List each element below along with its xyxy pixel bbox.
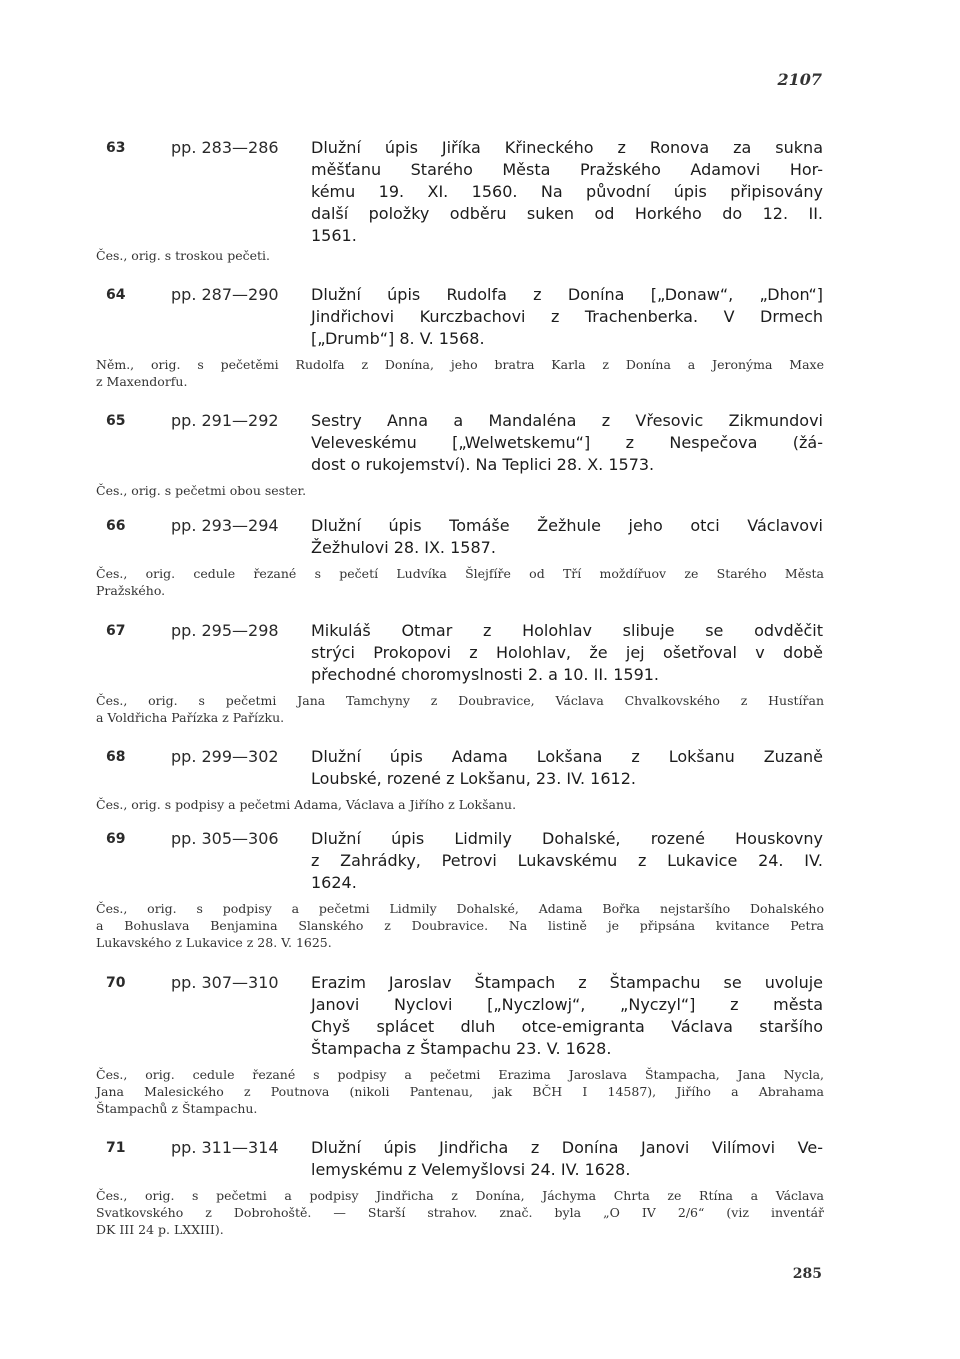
entry-note-line: z Maxendorfu. [96, 374, 188, 389]
entry-description-line: Mikuláš Otmar z Holohlav slibuje se odvděčit [311, 621, 823, 640]
entry-description-line: přechodné choromyslnosti 2. a 10. II. 1591. [311, 665, 660, 684]
entry-number: 67 [106, 623, 126, 639]
entry-description-line: Jindřichovi Kurczbachovi z Trachenberka. V Drmech [311, 307, 823, 326]
entry-number: 65 [106, 413, 126, 429]
entry-description-line: Veleveskému [„Welwetskemu“] z Nespečova (žá- [311, 433, 823, 452]
entry-description [311, 746, 823, 790]
entry-note-line: Čes., orig. cedule řezané s podpisy a pečetmi Erazima Jaroslava Štampacha, Jana Nycla, [96, 1067, 824, 1082]
entry-description-line: strýci Prokopovi z Holohlav, že jej ošetřoval v době [311, 643, 823, 662]
entry-pages: pp. 305—306 [171, 829, 279, 848]
entry-note-line: Svatkovského z Dobrohoště. — Starší strahov. znač. byla „O IV 2/6“ (viz inventář [96, 1205, 824, 1220]
entry-description-line: [„Drumb“] 8. V. 1568. [311, 329, 485, 348]
entry-description-line: Dlužní úpis Tomáše Žežhule jeho otci Václavovi [311, 516, 823, 535]
page-number-top: 2107 [777, 70, 822, 89]
entry-description [311, 515, 823, 559]
entry-description-line: Loubské, rozené z Lokšanu, 23. IV. 1612. [311, 769, 636, 788]
entry-description-line: 1561. [311, 226, 357, 245]
entry-number: 63 [106, 140, 126, 156]
entry-note [96, 565, 824, 599]
entry-pages: pp. 295—298 [171, 621, 279, 640]
entry-description [311, 828, 823, 894]
entry-description-line: Chyš splácet dluh otce-emigranta Václava staršího [311, 1017, 823, 1036]
entry-description-line: Dlužní úpis Adama Lokšana z Lokšanu Zuzaně [311, 747, 823, 766]
entry-note-line: a Bohuslava Benjamina Slanského z Doubravice. Na listině je připsána kvitance Petra [96, 918, 824, 933]
entry-note-line: DK III 24 p. LXXIII). [96, 1222, 224, 1237]
entry-note-line: Štampachů z Štampachu. [96, 1101, 258, 1116]
entry-number: 69 [106, 831, 126, 847]
entry-note [96, 796, 824, 813]
entry-note [96, 356, 824, 390]
entry-note-line: Čes., orig. s podpisy a pečetmi Adama, Václava a Jiřího z Lokšanu. [96, 797, 517, 812]
entry-note-line: Čes., orig. s pečetmi obou sester. [96, 483, 307, 498]
entry-note-line: Lukavského z Lukavice z 28. V. 1625. [96, 935, 332, 950]
entry-description-line: Dlužní úpis Jindřicha z Donína Janovi Vilímovi Ve- [311, 1138, 823, 1157]
entry-note-line: Čes., orig. s pečetmi a podpisy Jindřicha z Donína, Jáchyma Chrta ze Rtína a Václava [96, 1188, 824, 1203]
entry-description-line: Dlužní úpis Rudolfa z Donína [„Donaw“, „Dhon“] [311, 285, 823, 304]
entry-pages: pp. 283—286 [171, 138, 279, 157]
entry-description [311, 284, 823, 350]
entry-number: 64 [106, 287, 126, 303]
entry-description-line: Sestry Anna a Mandaléna z Vřesovic Zikmundovi [311, 411, 823, 430]
entry-note-line: Čes., orig. s troskou pečeti. [96, 248, 270, 263]
entry-note-line: Čes., orig. cedule řezané s pečetí Ludvíka Šlejfíře od Tří moždířuov ze Starého Města [96, 566, 824, 581]
entry-pages: pp. 293—294 [171, 516, 279, 535]
entry-note [96, 482, 824, 499]
entry-note [96, 1187, 824, 1238]
entry-description-line: dost o rukojemství). Na Teplici 28. X. 1573. [311, 455, 655, 474]
entry-description-line: Dlužní úpis Lidmily Dohalské, rozené Houskovny [311, 829, 823, 848]
entry-pages: pp. 287—290 [171, 285, 279, 304]
entry-note [96, 1066, 824, 1117]
entry-note-line: Čes., orig. s podpisy a pečetmi Lidmily Dohalské, Adama Bořka nejstaršího Dohalského [96, 901, 824, 916]
entry-pages: pp. 299—302 [171, 747, 279, 766]
entry-description-line: Janovi Nyclovi [„Nyczlowj“, „Nyczyl“] z města [311, 995, 823, 1014]
entry-description [311, 972, 823, 1060]
entry-number: 68 [106, 749, 126, 765]
entry-description [311, 410, 823, 476]
entry-note [96, 692, 824, 726]
entry-note-line: Čes., orig. s pečetmi Jana Tamchyny z Doubravice, Václava Chvalkovského z Hustířan [96, 693, 824, 708]
entry-description-line: 1624. [311, 873, 357, 892]
entry-description-line: z Zahrádky, Petrovi Lukavskému z Lukavice 24. IV. [311, 851, 823, 870]
entry-number: 70 [106, 975, 126, 991]
entry-description [311, 137, 823, 247]
entry-pages: pp. 311—314 [171, 1138, 279, 1157]
entry-number: 71 [106, 1140, 126, 1156]
entry-note-line: Jana Malesického z Poutnova (nikoli Pantenau, jak BČH I 14587), Jiřího a Abrahama [96, 1084, 824, 1099]
entry-description-line: měšťanu Starého Města Pražského Adamovi Hor- [311, 160, 823, 179]
entry-description [311, 1137, 823, 1181]
entry-note [96, 900, 824, 951]
entry-description-line: další položky odběru suken od Horkého do 12. II. [311, 204, 823, 223]
entry-note-line: Něm., orig. s pečetěmi Rudolfa z Donína, jeho bratra Karla z Donína a Jeronýma Maxe [96, 357, 824, 372]
entry-note-line: Pražského. [96, 583, 166, 598]
entry-description-line: Dlužní úpis Jiříka Křineckého z Ronova za sukna [311, 138, 823, 157]
entry-number: 66 [106, 518, 126, 534]
entry-pages: pp. 291—292 [171, 411, 279, 430]
entry-description-line: Štampacha z Štampachu 23. V. 1628. [311, 1039, 612, 1058]
entry-description-line: Erazim Jaroslav Štampach z Štampachu se uvoluje [311, 973, 823, 992]
entry-pages: pp. 307—310 [171, 973, 279, 992]
entry-description-line: Žežhulovi 28. IX. 1587. [311, 538, 496, 557]
entry-description [311, 620, 823, 686]
page-number-bottom: 285 [792, 1266, 822, 1282]
entry-description-line: lemyskému z Velemyšlovsi 24. IV. 1628. [311, 1160, 631, 1179]
entry-description-line: kému 19. XI. 1560. Na původní úpis připisovány [311, 182, 823, 201]
entry-note [96, 247, 824, 264]
entry-note-line: a Voldřicha Pařízka z Pařízku. [96, 710, 285, 725]
